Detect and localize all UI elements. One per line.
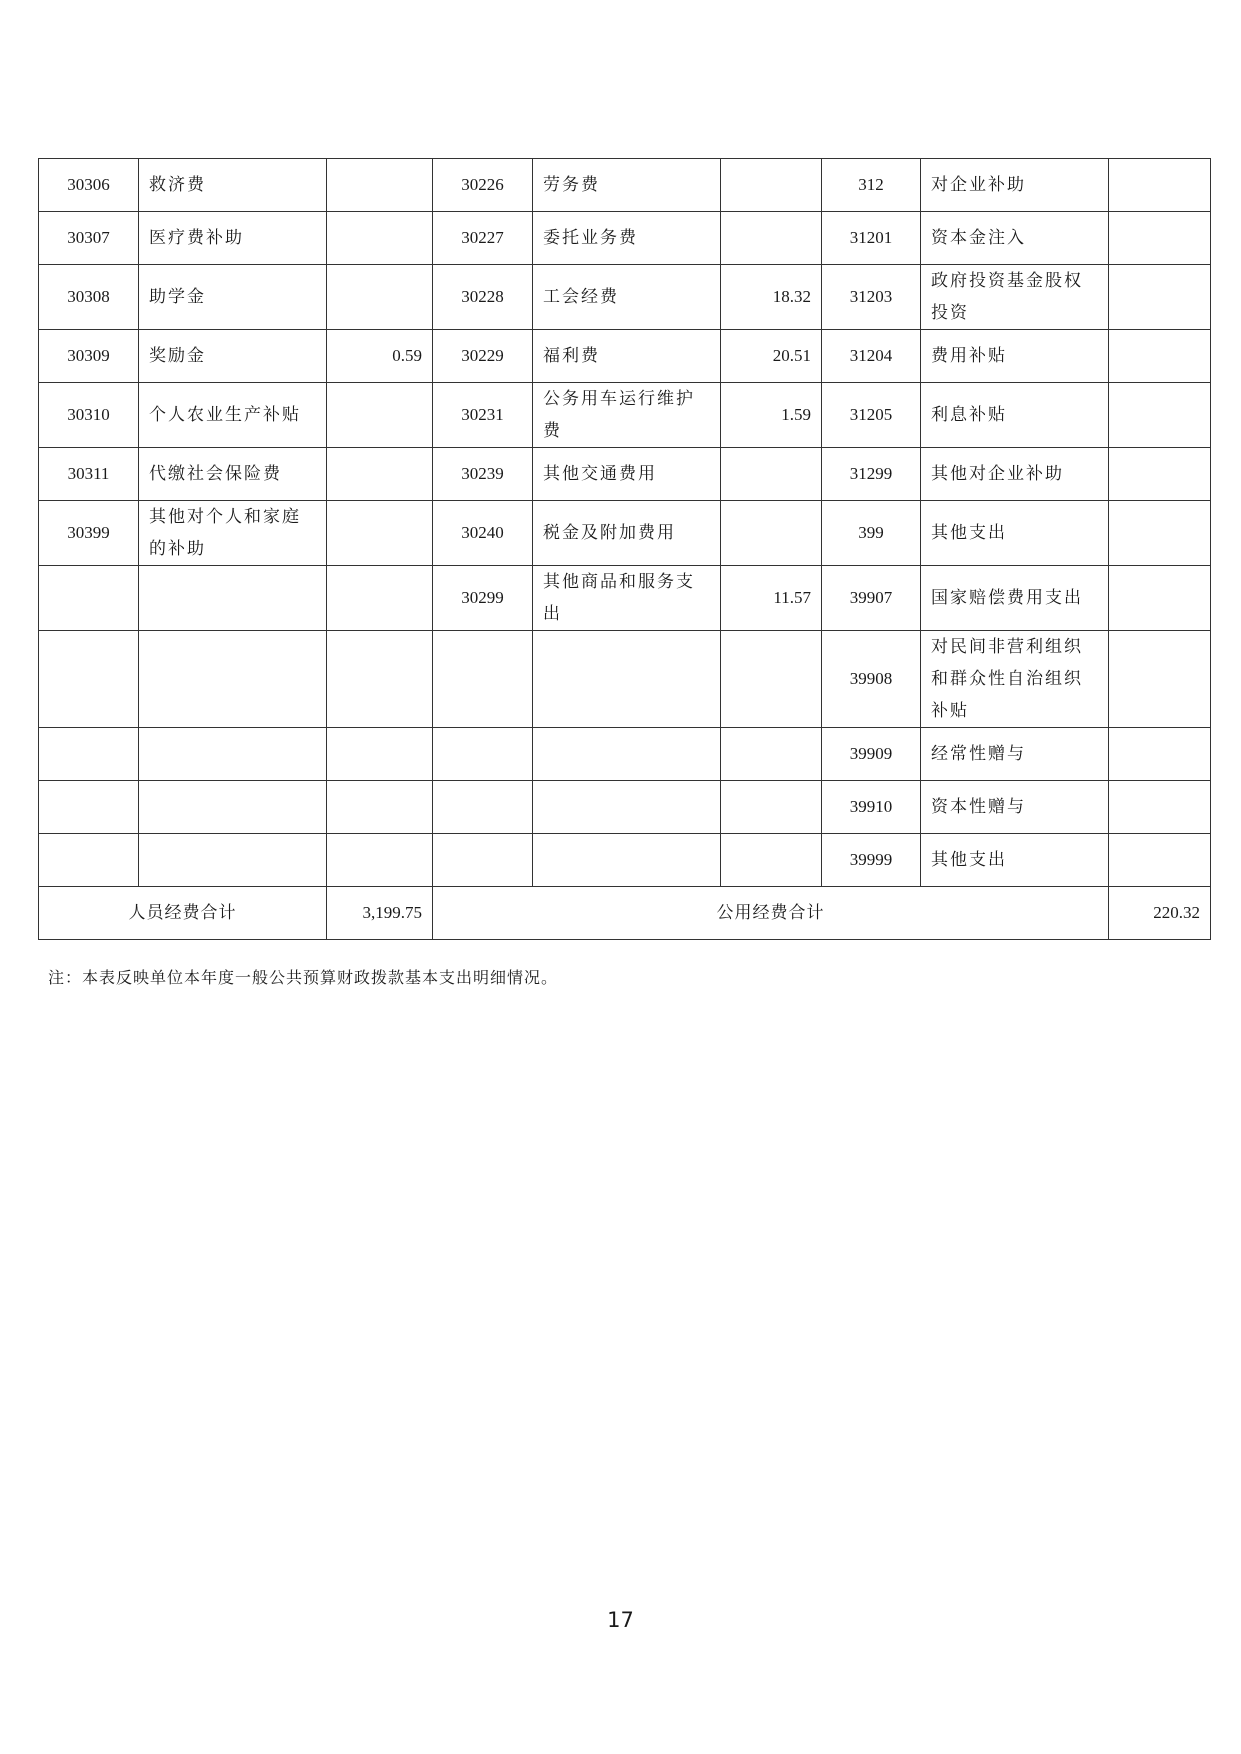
item-name-cell: 委托业务费 [533,212,721,265]
amount-cell [721,448,822,501]
economic-code-cell: 312 [822,159,921,212]
item-name-cell [139,781,327,834]
item-name-cell: 资本金注入 [921,212,1109,265]
item-name-cell: 其他商品和服务支出 [533,566,721,631]
table-row [39,501,1211,566]
item-name-cell: 政府投资基金股权投资 [921,265,1109,330]
amount-cell [327,212,433,265]
economic-code-cell [433,834,533,887]
amount-cell [721,631,822,728]
amount-cell [327,448,433,501]
economic-code-cell: 30299 [433,566,533,631]
economic-code-cell [39,566,139,631]
page-number: 17 [607,1608,634,1632]
economic-code-cell [39,728,139,781]
economic-code-cell [433,781,533,834]
amount-cell: 1.59 [721,383,822,448]
economic-code-cell: 30240 [433,501,533,566]
economic-code-cell: 31205 [822,383,921,448]
item-name-cell [139,631,327,728]
item-name-cell: 其他交通费用 [533,448,721,501]
economic-code-cell: 30228 [433,265,533,330]
item-name-cell: 利息补贴 [921,383,1109,448]
economic-code-cell: 39909 [822,728,921,781]
amount-cell [721,159,822,212]
item-name-cell [139,728,327,781]
amount-cell [721,212,822,265]
amount-cell: 20.51 [721,330,822,383]
economic-code-cell: 39999 [822,834,921,887]
table-row [39,159,1211,212]
economic-code-cell [39,834,139,887]
table-row [39,566,1211,631]
item-name-cell: 奖励金 [139,330,327,383]
economic-code-cell [433,631,533,728]
item-name-cell: 劳务费 [533,159,721,212]
economic-code-cell: 399 [822,501,921,566]
item-name-cell: 国家赔偿费用支出 [921,566,1109,631]
economic-code-cell: 30239 [433,448,533,501]
table-note: 注：本表反映单位本年度一般公共预算财政拨款基本支出明细情况。 [48,968,559,987]
amount-cell [1109,383,1211,448]
economic-code-cell: 31203 [822,265,921,330]
table-row [39,212,1211,265]
amount-cell [1109,631,1211,728]
item-name-cell: 费用补贴 [921,330,1109,383]
table-row [39,448,1211,501]
economic-code-cell: 30306 [39,159,139,212]
economic-code-cell: 30399 [39,501,139,566]
amount-cell: 0.59 [327,330,433,383]
economic-code-cell: 30227 [433,212,533,265]
economic-code-cell [433,728,533,781]
item-name-cell: 其他对个人和家庭的补助 [139,501,327,566]
table-row [39,728,1211,781]
amount-cell [327,265,433,330]
personnel-total-value: 3,199.75 [327,887,433,940]
amount-cell [327,728,433,781]
item-name-cell: 助学金 [139,265,327,330]
amount-cell [721,834,822,887]
table-row [39,330,1211,383]
economic-code-cell: 39907 [822,566,921,631]
economic-code-cell: 31201 [822,212,921,265]
item-name-cell: 资本性赠与 [921,781,1109,834]
amount-cell [721,728,822,781]
amount-cell [1109,728,1211,781]
amount-cell [721,781,822,834]
item-name-cell: 经常性赠与 [921,728,1109,781]
amount-cell: 11.57 [721,566,822,631]
amount-cell [1109,566,1211,631]
economic-code-cell [39,631,139,728]
item-name-cell: 福利费 [533,330,721,383]
amount-cell [327,501,433,566]
amount-cell [1109,330,1211,383]
table-row [39,631,1211,728]
amount-cell [1109,834,1211,887]
economic-code-cell: 30226 [433,159,533,212]
budget-expenditure-table [38,158,1211,940]
amount-cell [1109,212,1211,265]
economic-code-cell: 30308 [39,265,139,330]
item-name-cell: 医疗费补助 [139,212,327,265]
amount-cell [1109,781,1211,834]
economic-code-cell: 39910 [822,781,921,834]
table-row [39,781,1211,834]
economic-code-cell: 31299 [822,448,921,501]
totals-row [39,887,1211,940]
item-name-cell: 公务用车运行维护费 [533,383,721,448]
item-name-cell: 税金及附加费用 [533,501,721,566]
amount-cell [1109,159,1211,212]
personnel-total-label: 人员经费合计 [39,887,327,940]
item-name-cell: 代缴社会保险费 [139,448,327,501]
amount-cell [327,383,433,448]
economic-code-cell: 30310 [39,383,139,448]
economic-code-cell [39,781,139,834]
public-total-label: 公用经费合计 [433,887,1109,940]
amount-cell [1109,448,1211,501]
item-name-cell: 对企业补助 [921,159,1109,212]
economic-code-cell: 39908 [822,631,921,728]
amount-cell [721,501,822,566]
amount-cell: 18.32 [721,265,822,330]
amount-cell [327,834,433,887]
item-name-cell: 其他支出 [921,834,1109,887]
item-name-cell: 救济费 [139,159,327,212]
table-body [39,159,1211,887]
economic-code-cell: 30231 [433,383,533,448]
amount-cell [1109,265,1211,330]
item-name-cell [533,781,721,834]
economic-code-cell: 30229 [433,330,533,383]
item-name-cell [533,834,721,887]
item-name-cell: 对民间非营利组织和群众性自治组织补贴 [921,631,1109,728]
item-name-cell [139,834,327,887]
item-name-cell: 个人农业生产补贴 [139,383,327,448]
item-name-cell [139,566,327,631]
amount-cell [327,159,433,212]
amount-cell [327,631,433,728]
item-name-cell: 工会经费 [533,265,721,330]
table-row [39,383,1211,448]
amount-cell [327,566,433,631]
economic-code-cell: 30307 [39,212,139,265]
economic-code-cell: 30309 [39,330,139,383]
amount-cell [1109,501,1211,566]
public-total-value: 220.32 [1109,887,1211,940]
economic-code-cell: 31204 [822,330,921,383]
item-name-cell [533,631,721,728]
table-row [39,834,1211,887]
economic-code-cell: 30311 [39,448,139,501]
table-row [39,265,1211,330]
item-name-cell: 其他支出 [921,501,1109,566]
item-name-cell [533,728,721,781]
item-name-cell: 其他对企业补助 [921,448,1109,501]
amount-cell [327,781,433,834]
